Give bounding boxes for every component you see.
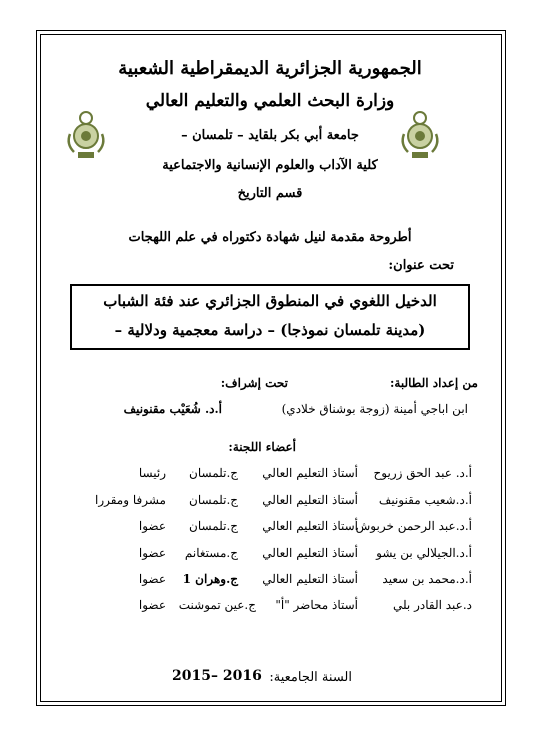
member-role: عضوا: [138, 572, 166, 586]
member-institution: ج.عين تموشنت: [178, 598, 256, 612]
prepared-by-label: من إعداد الطالبة:: [389, 376, 478, 390]
member-institution: ج.تلمسان: [189, 466, 238, 480]
member-name: أ.د. عبد الحق زريوح: [373, 466, 472, 480]
member-institution: ج.تلمسان: [189, 519, 238, 533]
member-role: رئيسا: [138, 466, 166, 480]
university-emblem-icon: [64, 108, 108, 164]
member-institution: ج.وهران 1: [182, 572, 238, 586]
member-name: أ.د.محمد بن سعيد: [382, 572, 472, 586]
member-role: عضوا: [138, 598, 166, 612]
member-name: أ.د.الجيلالي بن يشو: [376, 546, 472, 560]
thesis-title-line2: (مدينة تلمسان نموذجا) – دراسة معجمية ودلالية –: [114, 321, 426, 339]
thesis-title-box: [70, 284, 470, 350]
member-name: أ.د.شعيب مقنونيف: [378, 493, 472, 507]
university-name: جامعة أبي بكر بلقايد – تلمسان –: [181, 128, 359, 143]
member-rank: أستاذ التعليم العالي: [262, 466, 358, 480]
member-role: عضوا: [138, 546, 166, 560]
under-title-label: تحت عنوان:: [388, 258, 454, 273]
ministry-heading: وزارة البحث العلمي والتعليم العالي: [145, 91, 395, 111]
department-name: قسم التاريخ: [237, 186, 303, 201]
member-institution: ج.مستغانم: [184, 546, 238, 560]
republic-heading: الجمهورية الجزائرية الديمقراطية الشعبية: [118, 58, 422, 79]
faculty-name: كلية الآداب والعلوم الإنسانية والاجتماعية: [162, 158, 378, 173]
member-role: عضوا: [138, 519, 166, 533]
committee-heading: أعضاء اللجنة:: [228, 440, 296, 454]
member-rank: أستاذ التعليم العالي: [262, 519, 358, 533]
member-rank: أستاذ التعليم العالي: [262, 493, 358, 507]
thesis-title-line1: الدخيل اللغوي في المنطوق الجزائري عند فئة الشباب: [103, 292, 437, 310]
academic-year-label: السنة الجامعية:: [269, 670, 352, 685]
academic-year-value: 2015– 2016: [172, 668, 262, 684]
member-name: أ.د.عبد الرحمن خربوش: [355, 519, 472, 533]
member-rank: أستاذ التعليم العالي: [262, 546, 358, 560]
thesis-purpose: أطروحة مقدمة لنيل شهادة دكتوراه في علم اللهجات: [128, 230, 412, 245]
supervisor-name: أ.د. شُعَيْب مقنونيف: [123, 402, 222, 416]
member-institution: ج.تلمسان: [189, 493, 238, 507]
member-role: مشرفا ومقررا: [94, 493, 166, 507]
student-name: ابن اباجي أمينة (زوجة بوشناق خلادي): [281, 402, 468, 416]
supervision-label: تحت إشراف:: [220, 376, 288, 390]
member-rank: أستاذ محاضر "أ": [275, 598, 358, 612]
member-rank: أستاذ التعليم العالي: [262, 572, 358, 586]
member-name: د.عبد القادر بلي: [392, 598, 472, 612]
